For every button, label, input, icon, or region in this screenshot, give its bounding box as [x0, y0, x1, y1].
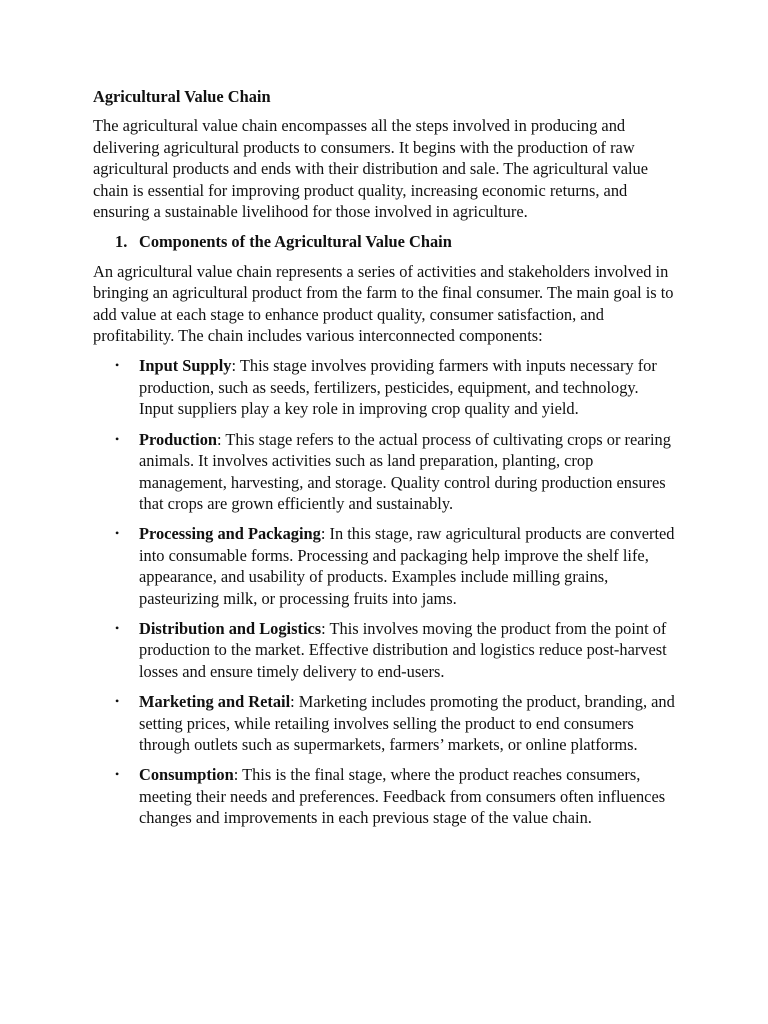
bullet-icon: •: [115, 767, 120, 782]
list-item-text: : This stage refers to the actual process of cultivating crops or rearing animals. It involves activities such as land preparation, planting, crop management, harvesting, and storage. Quality control during production ensures that crops are grown efficiently and sustainably.: [139, 429, 671, 513]
list-item: [93, 618, 676, 682]
list-item-text: : This involves moving the product from the point of production to the market. Effective distribution and logistics reduce post-harvest losses and ensure timely delivery to end-users.: [139, 618, 667, 681]
bullet-icon: •: [115, 431, 120, 446]
list-item-text: : In this stage, raw agricultural products are converted into consumable forms. Processing and packaging help improve the shelf life, appearance, and usability of products. Examples include milling grains, pasteurizing milk, or processing fruits into jams.: [139, 524, 675, 608]
list-item-term: Marketing and Retail: [139, 692, 291, 712]
list-item-term: Input Supply: [139, 356, 232, 376]
section-paragraph: An agricultural value chain represents a series of activities and stakeholders involved in bringing an agricultural product from the farm to the final consumer. The main goal is to add value at each stage to enhance product quality, consumer satisfaction, and profitability. The chain includes various interconnected components:: [93, 261, 674, 346]
section-heading-text: Components of the Agricultural Value Chain: [139, 232, 452, 252]
list-item: [93, 764, 676, 828]
list-item: [93, 523, 676, 609]
bullet-icon: •: [115, 694, 120, 709]
list-item-text: : This is the final stage, where the product reaches consumers, meeting their needs and preferences. Feedback from consumers often influences changes and improvements in each previous stage of the value chain.: [139, 765, 666, 828]
bullet-icon: •: [115, 526, 120, 541]
list-item: [93, 691, 676, 755]
section-heading: [93, 231, 676, 252]
page-title: Agricultural Value Chain: [93, 87, 271, 106]
bullet-icon: •: [115, 358, 120, 373]
list-item: [93, 355, 676, 419]
components-list: [93, 355, 676, 828]
list-item-term: Processing and Packaging: [139, 524, 321, 544]
list-item-text: : This stage involves providing farmers with inputs necessary for production, such as seeds, fertilizers, pesticides, equipment, and technology. Input suppliers play a key role in improving crop quality and yield.: [139, 356, 657, 419]
list-item: [93, 429, 676, 515]
intro-paragraph: The agricultural value chain encompasses all the steps involved in producing and delivering agricultural products to consumers. It begins with the production of raw agricultural products and ends with their distribution and sale. The agricultural value chain is essential for improving product quality, increasing economic returns, and ensuring a sustainable livelihood for those involved in agriculture.: [93, 116, 649, 222]
list-item-term: Consumption: [139, 765, 234, 785]
bullet-icon: •: [115, 620, 120, 635]
list-item-text: : Marketing includes promoting the product, branding, and setting prices, while retailing involves selling the product to end consumers through outlets such as supermarkets, farmers’ markets, or online platforms.: [139, 692, 675, 754]
list-item-term: Distribution and Logistics: [139, 618, 322, 638]
list-item-term: Production: [139, 429, 218, 449]
section-number: 1.: [115, 232, 128, 252]
